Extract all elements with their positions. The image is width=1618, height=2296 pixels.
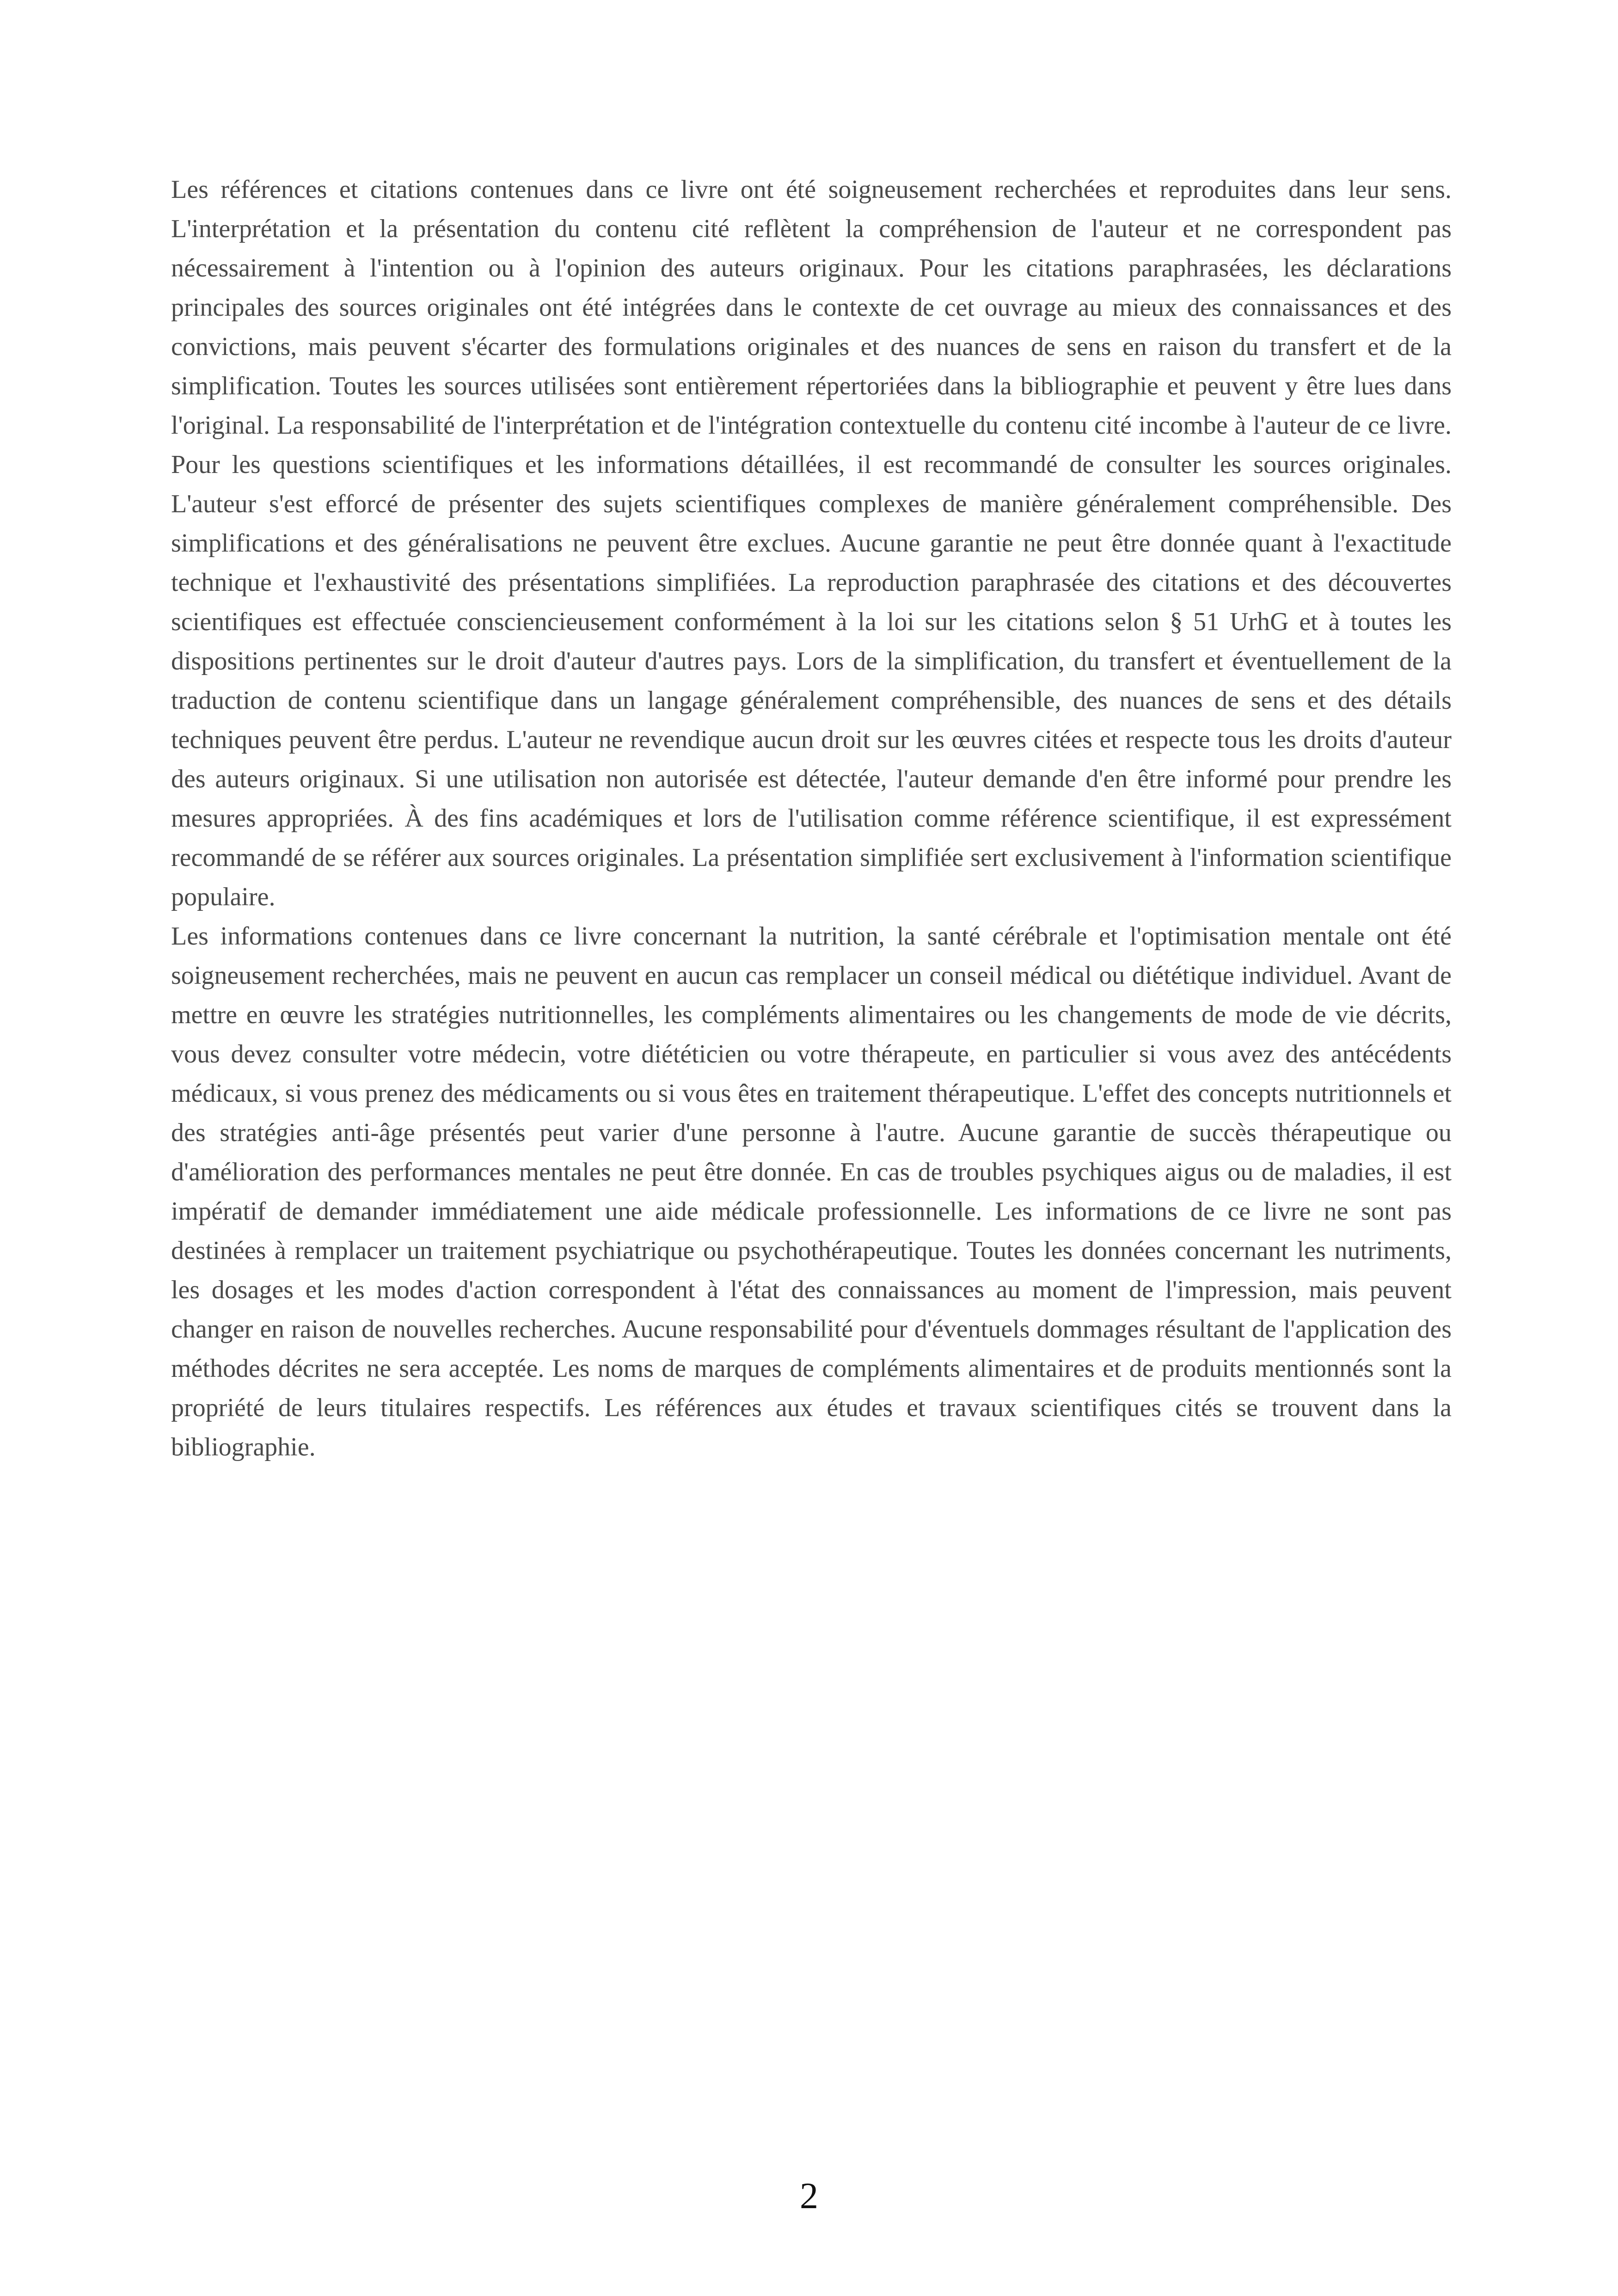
paragraph-references-disclaimer: Les références et citations contenues dans ce livre ont été soigneusement recherchées et reproduites dans leur sens. L'interprétation et la présentation du contenu cité reflètent la compréhension de l'auteur et ne correspondent pas nécessairement à l'intention ou à l'opinion des auteurs originaux. Pour les citations paraphrasées, les déclarations principales des sources originales ont été intégrées dans le contexte de cet ouvrage au mieux des connaissances et des convictions, mais peuvent s'écarter des formulations originales et des nuances de sens en raison du transfert et de la simplification. Toutes les sources utilisées sont entièrement répertoriées dans la bibliographie et peuvent y être lues dans l'original. La responsabilité de l'interprétation et de l'intégration contextuelle du contenu cité incombe à l'auteur de ce livre. Pour les questions scientifiques et les informations détaillées, il est recommandé de consulter les sources originales. L'auteur s'est efforcé de présenter des sujets scientifiques complexes de manière généralement compréhensible. Des simplifications et des généralisations ne peuvent être exclues. Aucune garantie ne peut être donnée quant à l'exactitude technique et l'exhaustivité des présentations simplifiées. La reproduction paraphrasée des citations et des découvertes scientifiques est effectuée consciencieusement conformément à la loi sur les citations selon § 51 UrhG et à toutes les dispositions pertinentes sur le droit d'auteur d'autres pays. Lors de la simplification, du transfert et éventuellement de la traduction de contenu scientifique dans un langage généralement compréhensible, des nuances de sens et des détails techniques peuvent être perdus. L'auteur ne revendique aucun droit sur les œuvres citées et respecte tous les droits d'auteur des auteurs originaux. Si une utilisation non autorisée est détectée, l'auteur demande d'en être informé pour prendre les mesures appropriées. À des fins académiques et lors de l'utilisation comme référence scientifique, il est expressément recommandé de se référer aux sources originales. La présentation simplifiée sert exclusivement à l'information scientifique populaire. [171,175,1452,911]
page-number: 2 [800,2176,818,2216]
body-text [171,170,1452,1467]
paragraph-health-disclaimer: Les informations contenues dans ce livre concernant la nutrition, la santé cérébrale et l'optimisation mentale ont été soigneusement recherchées, mais ne peuvent en aucun cas remplacer un conseil médical ou diététique individuel. Avant de mettre en œuvre les stratégies nutritionnelles, les compléments alimentaires ou les changements de mode de vie décrits, vous devez consulter votre médecin, votre diététicien ou votre thérapeute, en particulier si vous avez des antécédents médicaux, si vous prenez des médicaments ou si vous êtes en traitement thérapeutique. L'effet des concepts nutritionnels et des stratégies anti-âge présentés peut varier d'une personne à l'autre. Aucune garantie de succès thérapeutique ou d'amélioration des performances mentales ne peut être donnée. En cas de troubles psychiques aigus ou de maladies, il est impératif de demander immédiatement une aide médicale professionnelle. Les informations de ce livre ne sont pas destinées à remplacer un traitement psychiatrique ou psychothérapeutique. Toutes les données concernant les nutriments, les dosages et les modes d'action correspondent à l'état des connaissances au moment de l'impression, mais peuvent changer en raison de nouvelles recherches. Aucune responsabilité pour d'éventuels dommages résultant de l'application des méthodes décrites ne sera acceptée. Les noms de marques de compléments alimentaires et de produits mentionnés sont la propriété de leurs titulaires respectifs. Les références aux études et travaux scientifiques cités se trouvent dans la bibliographie. [171,922,1452,1461]
